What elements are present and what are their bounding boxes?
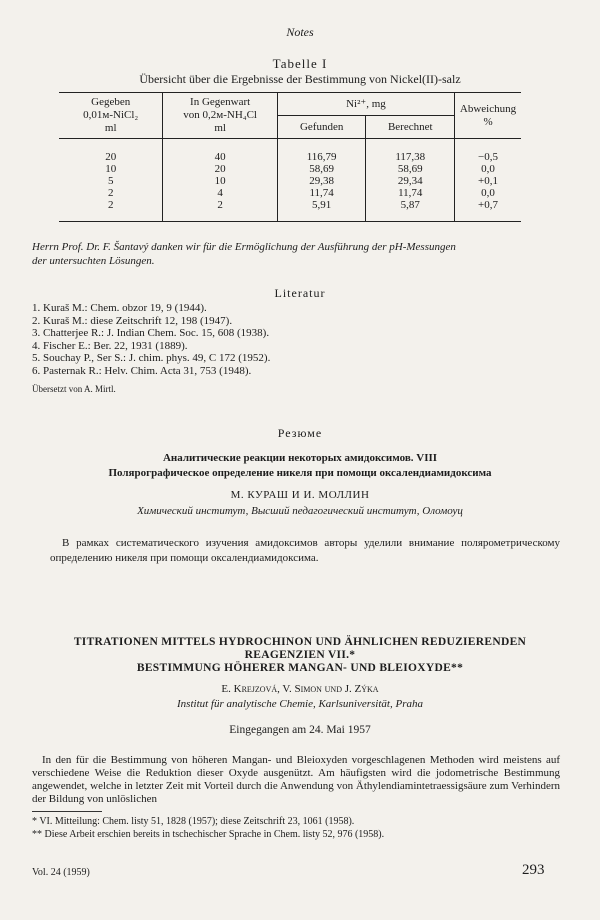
reference-item: 6. Pasternak R.: Helv. Chim. Acta 31, 753 (1948). bbox=[32, 364, 252, 377]
col-header-given: Gegeben 0,01м-NiCl₂ ml bbox=[59, 93, 163, 139]
footnote: ** Diese Arbeit erschien bereits in tschechischer Sprache in Chem. listy 52, 976 (1958). bbox=[32, 829, 385, 840]
resume-title-line2: Полярографическое определение никеля при помощи оксалендиамидоксима bbox=[108, 467, 492, 479]
article-authors: E. Krejzová, V. Simon und J. Zýka bbox=[221, 683, 379, 695]
table-row: 20 40 116,79 117,38 −0,5 bbox=[59, 139, 521, 164]
reference-list bbox=[32, 302, 270, 377]
reference-item: 1. Kuraš M.: Chem. obzor 19, 9 (1944). bbox=[32, 302, 207, 314]
col-header-ni-group: Ni²⁺, mg bbox=[277, 93, 454, 116]
table-row: 5 10 29,38 29,34 +0,1 bbox=[59, 175, 521, 187]
article-paragraph: In den für die Bestimmung von höheren Mangan- und Bleioxyden vorgeschlagenen Methoden wird meistens auf verschiedene Weise die Reduktion dieser Oxyde ausgenützt. Am häufigsten wird die jodometrische Bestimmung angewendet, welche in letzter Zeit mit Vorteil durch die Anwendung von Äthylendiamintetraessigsäure zum Verhindern der Bildung von unlöslichen bbox=[32, 754, 560, 805]
col-header-presence: In Gegenwart von 0,2м-NH₄Cl ml bbox=[163, 93, 277, 139]
results-table bbox=[59, 92, 521, 222]
volume-info: Vol. 24 (1959) bbox=[32, 867, 90, 878]
article-title-line1: TITRATIONEN MITTELS HYDROCHINON UND ÄHNLICHEN REDUZIERENDEN bbox=[73, 636, 527, 648]
resume-authors: М. КУРАШ И И. МОЛЛИН bbox=[230, 489, 370, 501]
running-head: Notes bbox=[286, 25, 314, 39]
col-header-deviation: Abweichung % bbox=[455, 93, 521, 139]
reference-item: 3. Chatterjee R.: J. Indian Chem. Soc. 15, 608 (1938). bbox=[32, 327, 270, 339]
resume-paragraph: В рамках систематического изучения амидоксимов авторы уделили внимание полярометрическому определению никеля при помощи оксалендиамидоксима. bbox=[50, 537, 560, 564]
acknowledgement: Herrn Prof. Dr. F. Šantavý danken wir für die Ermöglichung der Ausführung der pH-Messungen der untersuchten Lösungen. bbox=[32, 241, 456, 267]
table-row: 2 4 11,74 11,74 0,0 bbox=[59, 187, 521, 199]
received-date: Eingegangen am 24. Mai 1957 bbox=[229, 724, 371, 736]
literature-title: Literatur bbox=[274, 286, 326, 300]
page-number: 293 bbox=[522, 862, 545, 878]
table-label: Tabelle I bbox=[272, 56, 328, 71]
footnotes bbox=[32, 815, 384, 841]
translator-note: Übersetzt von A. Mirtl. bbox=[32, 384, 116, 394]
footnote-rule bbox=[32, 811, 102, 812]
reference-item: 4. Fischer E.: Ber. 22, 1931 (1889). bbox=[32, 339, 188, 352]
resume-heading: Резюме bbox=[277, 426, 323, 440]
resume-institution: Химический институт, Высший педагогический институт, Оломоуц bbox=[137, 505, 463, 517]
article-title-line2: REAGENZIEN VII.* bbox=[244, 649, 356, 661]
resume-title-line1: Аналитические реакции некоторых амидоксимов. VIII bbox=[162, 452, 438, 464]
article-institution: Institut für analytische Chemie, Karlsuniversität, Praha bbox=[177, 698, 423, 710]
article-title-line3: BESTIMMUNG HÖHERER MANGAN- UND BLEIOXYDE** bbox=[136, 662, 464, 674]
table-row: 10 20 58,69 58,69 0,0 bbox=[59, 163, 521, 175]
col-header-calculated: Berechnet bbox=[366, 116, 455, 139]
col-header-found: Gefunden bbox=[277, 116, 366, 139]
table-row: 2 2 5,91 5,87 +0,7 bbox=[59, 199, 521, 222]
footnote: * VI. Mitteilung: Chem. listy 51, 1828 (1957); diese Zeitschrift 23, 1061 (1958). bbox=[32, 816, 355, 827]
reference-item: 2. Kuraš M.: diese Zeitschrift 12, 198 (1947). bbox=[32, 314, 233, 327]
reference-item: 5. Souchay P., Ser S.: J. chim. phys. 49, C 172 (1952). bbox=[32, 352, 271, 364]
table-caption: Übersicht über die Ergebnisse der Bestimmung von Nickel(II)-salz bbox=[139, 72, 461, 86]
